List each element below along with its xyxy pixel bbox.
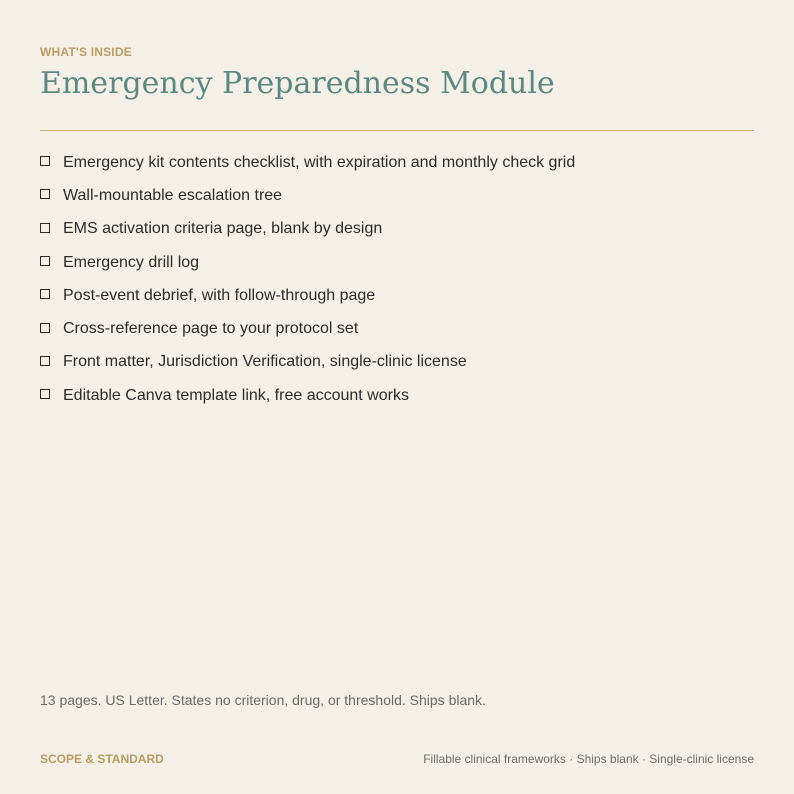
page-title: Emergency Preparedness Module xyxy=(40,66,555,101)
brand-tagline: Fillable clinical frameworks · Ships blank · Single-clinic license xyxy=(423,752,754,766)
checkbox[interactable] xyxy=(40,256,50,266)
checklist-item-label: Emergency kit contents checklist, with expiration and monthly check grid xyxy=(63,153,576,171)
checklist-item xyxy=(40,279,754,312)
checklist-item-label: Front matter, Jurisdiction Verification, single-clinic license xyxy=(63,353,467,371)
checklist-item-label: Wall-mountable escalation tree xyxy=(63,186,283,204)
checklist-item-label: EMS activation criteria page, blank by design xyxy=(63,220,383,238)
checkbox[interactable] xyxy=(40,356,50,366)
checklist-item-label: Editable Canva template link, free account works xyxy=(63,386,409,404)
checklist-item xyxy=(40,379,754,412)
checklist-item-label: Post-event debrief, with follow-through page xyxy=(63,286,376,304)
checklist-item xyxy=(40,179,754,212)
checklist-item xyxy=(40,346,754,379)
checklist-item-label: Cross-reference page to your protocol set xyxy=(63,320,359,338)
checklist-item xyxy=(40,246,754,279)
brand-name: SCOPE & STANDARD xyxy=(40,752,164,766)
checklist-item-label: Emergency drill log xyxy=(63,253,200,271)
product-footnote: 13 pages. US Letter. States no criterion, drug, or threshold. Ships blank. xyxy=(40,692,486,708)
checkbox[interactable] xyxy=(40,223,50,233)
checkbox[interactable] xyxy=(40,323,50,333)
title-divider xyxy=(40,130,754,131)
checkbox[interactable] xyxy=(40,156,50,166)
checkbox[interactable] xyxy=(40,389,50,399)
checklist-item xyxy=(40,213,754,246)
checklist-item xyxy=(40,312,754,345)
section-eyebrow: WHAT'S INSIDE xyxy=(40,45,132,59)
checkbox[interactable] xyxy=(40,189,50,199)
contents-checklist xyxy=(40,146,754,412)
checklist-item xyxy=(40,146,754,179)
checkbox[interactable] xyxy=(40,289,50,299)
